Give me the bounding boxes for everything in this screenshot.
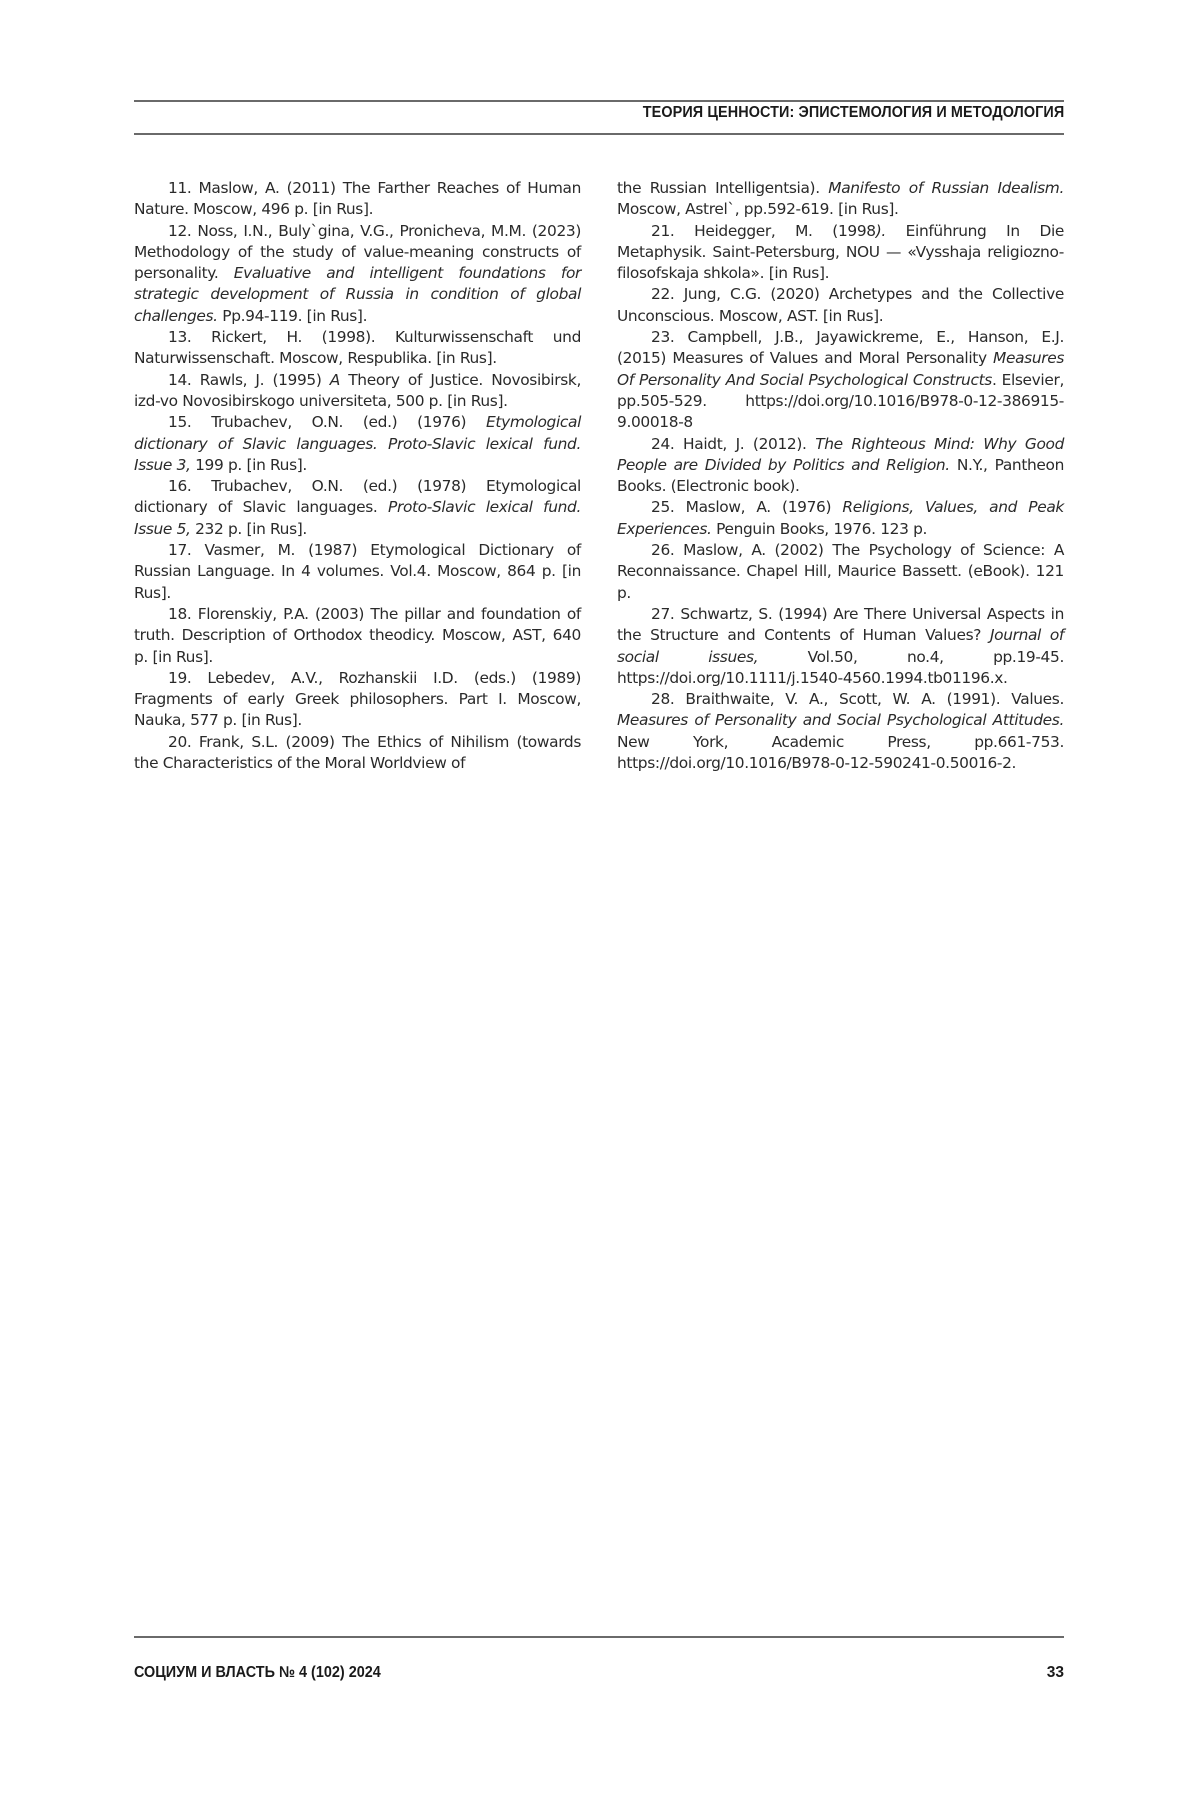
- reference-entry: [134, 668, 581, 732]
- reference-text: 13. Rickert, H. (1998). Kulturwissenschaft und Naturwissenschaft. Moscow, Respublika. [in Rus].: [134, 328, 581, 367]
- reference-entry: [134, 412, 581, 476]
- reference-italic-text: Etymological dictionary of Slavic languages. Proto-Slavic lexical fund. Issue 3,: [134, 413, 581, 474]
- reference-entry: [134, 370, 581, 413]
- references-right-column: [617, 178, 1064, 774]
- reference-text: 21. Heidegger, M. (1998: [651, 222, 876, 240]
- reference-text: 232 p. [in Rus].: [191, 520, 307, 538]
- reference-italic-text: The Righteous Mind: Why Good People are Divided by Politics and Religion.: [617, 435, 1064, 474]
- reference-italic-text: ).: [876, 222, 886, 240]
- reference-text: 26. Maslow, A. (2002) The Psychology of Science: A Reconnaissance. Chapel Hill, Maurice Bassett. (eBook). 121 p.: [617, 541, 1064, 602]
- reference-italic-text: Proto-Slavic lexical fund. Issue 5,: [134, 498, 581, 537]
- journal-issue: СОЦИУМ И ВЛАСТЬ № 4 (102) 2024: [134, 1664, 381, 1682]
- reference-text: 24. Haidt, J. (2012).: [651, 435, 815, 453]
- reference-text: 16. Trubachev, O.N. (ed.) (1978) Etymological dictionary of Slavic languages.: [134, 477, 581, 516]
- reference-text: 23. Campbell, J.B., Jayawickreme, E., Hanson, E.J. (2015) Measures of Values and Moral Personality: [617, 328, 1064, 367]
- reference-entry: [617, 540, 1064, 604]
- reference-text: 199 p. [in Rus].: [191, 456, 307, 474]
- reference-entry: [617, 434, 1064, 498]
- header-top-rule: [134, 100, 1064, 102]
- reference-italic-text: Measures of Personality and Social Psychological Attitudes.: [617, 711, 1064, 729]
- page-number: 33: [1047, 1664, 1064, 1682]
- reference-text: Theory of Justice. Novosibirsk, izd-vo Novosibirskogo universiteta, 500 p. [in Rus].: [134, 371, 581, 410]
- reference-entry: [617, 221, 1064, 285]
- reference-text: 22. Jung, C.G. (2020) Archetypes and the Collective Unconscious. Moscow, AST. [in Rus].: [617, 285, 1064, 324]
- reference-entry: [617, 604, 1064, 689]
- reference-text: 12. Noss, I.N., Buly`gina, V.G., Pronicheva, M.M. (2023) Methodology of the study of value-meaning constructs of personality.: [134, 222, 581, 283]
- reference-entry: [134, 732, 581, 775]
- reference-text: 27. Schwartz, S. (1994) Are There Universal Aspects in the Structure and Contents of Human Values?: [617, 605, 1064, 644]
- reference-text: Penguin Books, 1976. 123 p.: [712, 520, 927, 538]
- reference-text: 28. Braithwaite, V. A., Scott, W. A. (1991). Values.: [651, 690, 1064, 708]
- reference-text: Vol.50, no.4, pp.19-45. https://doi.org/10.1111/j.1540-4560.1994.tb01196.x.: [617, 648, 1064, 687]
- reference-entry: [134, 178, 581, 221]
- reference-entry: [617, 284, 1064, 327]
- journal-page: [0, 0, 1200, 1797]
- reference-continuation: [617, 178, 1064, 221]
- reference-italic-text: A: [330, 371, 340, 389]
- reference-entry: [134, 540, 581, 604]
- running-title: ТЕОРИЯ ЦЕННОСТИ: ЭПИСТЕМОЛОГИЯ И МЕТОДОЛОГИЯ: [642, 104, 1064, 122]
- reference-text: the Russian Intelligentsia).: [617, 179, 828, 197]
- footer-rule: [134, 1636, 1064, 1638]
- reference-entry: [617, 689, 1064, 774]
- reference-entry: [134, 604, 581, 668]
- reference-text: Moscow, Astrel`, pp.592-619. [in Rus].: [617, 200, 899, 218]
- reference-entry: [134, 476, 581, 540]
- reference-text: New York, Academic Press, pp.661-753. https://doi.org/10.1016/B978-0-12-590241-0.50016-2.: [617, 733, 1064, 772]
- reference-text: . Elsevier, pp.505-529. https://doi.org/10.1016/B978-0-12-386915-9.00018-8: [617, 371, 1064, 432]
- reference-entry: [134, 221, 581, 327]
- reference-italic-text: Measures Of Personality And Social Psychological Constructs: [617, 349, 1064, 388]
- reference-text: 20. Frank, S.L. (2009) The Ethics of Nihilism (towards the Characteristics of the Moral Worldview of: [134, 733, 581, 772]
- reference-text: 18. Florenskiy, P.A. (2003) The pillar and foundation of truth. Description of Orthodox theodicy. Moscow, AST, 640 p. [in Rus].: [134, 605, 581, 666]
- reference-text: 11. Maslow, A. (2011) The Farther Reaches of Human Nature. Moscow, 496 p. [in Rus].: [134, 179, 581, 218]
- references-left-column: [134, 178, 581, 774]
- reference-text: 19. Lebedev, A.V., Rozhanskii I.D. (eds.) (1989) Fragments of early Greek philosophers. Part I. Moscow, Nauka, 577 p. [in Rus].: [134, 669, 581, 730]
- reference-text: 14. Rawls, J. (1995): [168, 371, 330, 389]
- reference-entry: [134, 327, 581, 370]
- reference-italic-text: Manifesto of Russian Idealism.: [828, 179, 1064, 197]
- header-bottom-rule: [134, 133, 1064, 135]
- reference-text: Einführung In Die Metaphysik. Saint-Petersburg, NOU — «Vysshaja religiozno-filosofskaja shkola». [in Rus].: [617, 222, 1064, 283]
- reference-entry: [617, 497, 1064, 540]
- reference-text: 25. Maslow, A. (1976): [651, 498, 842, 516]
- reference-italic-text: Religions, Values, and Peak Experiences.: [617, 498, 1064, 537]
- reference-text: N.Y., Pantheon Books. (Electronic book).: [617, 456, 1064, 495]
- reference-text: 15. Trubachev, O.N. (ed.) (1976): [168, 413, 486, 431]
- reference-italic-text: Journal of social issues,: [617, 626, 1064, 665]
- reference-text: Pp.94-119. [in Rus].: [218, 307, 367, 325]
- reference-italic-text: Evaluative and intelligent foundations for strategic development of Russia in condition of global challenges.: [134, 264, 581, 325]
- reference-text: 17. Vasmer, M. (1987) Etymological Dictionary of Russian Language. In 4 volumes. Vol.4. Moscow, 864 p. [in Rus].: [134, 541, 581, 602]
- reference-entry: [617, 327, 1064, 433]
